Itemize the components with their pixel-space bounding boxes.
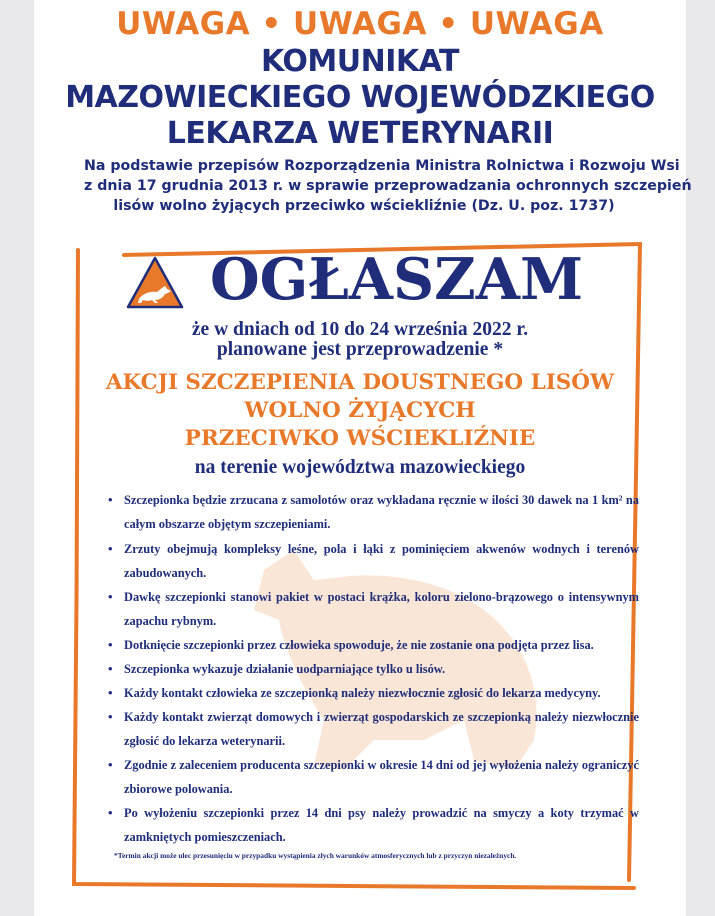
legal-basis-line: lisów wolno żyjących przeciwko wściekliźnie (Dz. U. poz. 1737) <box>113 198 615 214</box>
dates-line: że w dniach od 10 do 24 września 2022 r. <box>191 319 529 340</box>
legal-basis <box>84 156 692 216</box>
legal-basis-line: z dnia 17 grudnia 2013 r. w sprawie przeprowadzania ochronnych szczepień <box>84 178 692 194</box>
footnote: *Termin akcji może ulec przesunięciu w przypadku wystąpienia złych warunków atmosferycznych lub z przyczyn niezależnych. <box>114 851 517 860</box>
list-item: • Każdy kontakt człowieka ze szczepionką należy niezwłocznie zgłosić do lekarza medycyny. <box>114 681 639 705</box>
announcement-title: OGŁASZAM <box>210 246 584 313</box>
list-item: • Każdy kontakt zwierząt domowych i zwierząt gospodarskich ze szczepionką należy niezwłocznie zgłosić do lekarza weterynarii. <box>114 705 639 753</box>
fox-warning-triangle-icon <box>125 255 185 311</box>
action-line-1: AKCJI SZCZEPIENIA DOUSTNEGO LISÓW <box>105 370 615 395</box>
poster-sheet <box>34 0 692 916</box>
title-line-3: LEKARZA WETERYNARII <box>166 116 554 151</box>
region-line: na terenie województwa mazowieckiego <box>194 457 526 478</box>
legal-basis-line: Na podstawie przepisów Rozporządzenia Ministra Rolnictwa i Rozwoju Wsi <box>84 158 680 174</box>
title-line-2: MAZOWIECKIEGO WOJEWÓDZKIEGO <box>65 80 655 115</box>
list-item: • Po wyłożeniu szczepionki przez 14 dni psy należy prowadzić na smyczy a koty trzymać w zamkniętych pomieszczeniach. <box>114 801 639 849</box>
list-item: • Dawkę szczepionki stanowi pakiet w postaci krążka, koloru zielono-brązowego o intensywnym zapachu rybnym. <box>114 585 639 633</box>
list-item: • Szczepionka wykazuje działanie uodparniające tylko u lisów. <box>114 657 639 681</box>
list-item: • Szczepionka będzie zrzucana z samolotów oraz wykładana ręcznie w ilości 30 dawek na 1 km² na całym obszarze objętym szczepieniami. <box>114 488 639 536</box>
title-line-1: KOMUNIKAT <box>261 44 459 79</box>
list-item: • Zrzuty obejmują kompleksy leśne, pola i łąki z pominięciem akwenów wodnych i terenów zabudowanych. <box>114 537 639 585</box>
action-line-3: PRZECIWKO WŚCIEKLIŹNIE <box>184 426 536 451</box>
list-item: • Zgodnie z zaleceniem producenta szczepionki w okresie 14 dni od jej wyłożenia należy ograniczyć zbiorowe polowania. <box>114 753 639 801</box>
planned-line: planowane jest przeprowadzenie * <box>216 339 504 360</box>
warning-headline: UWAGA • UWAGA • UWAGA <box>116 6 604 42</box>
list-item: • Dotknięcie szczepionki przez człowieka spowoduje, że nie zostanie ona podjęta przez lisa. <box>114 633 639 657</box>
action-line-2: WOLNO ŻYJĄCYCH <box>244 398 476 423</box>
instructions-list <box>114 488 639 849</box>
